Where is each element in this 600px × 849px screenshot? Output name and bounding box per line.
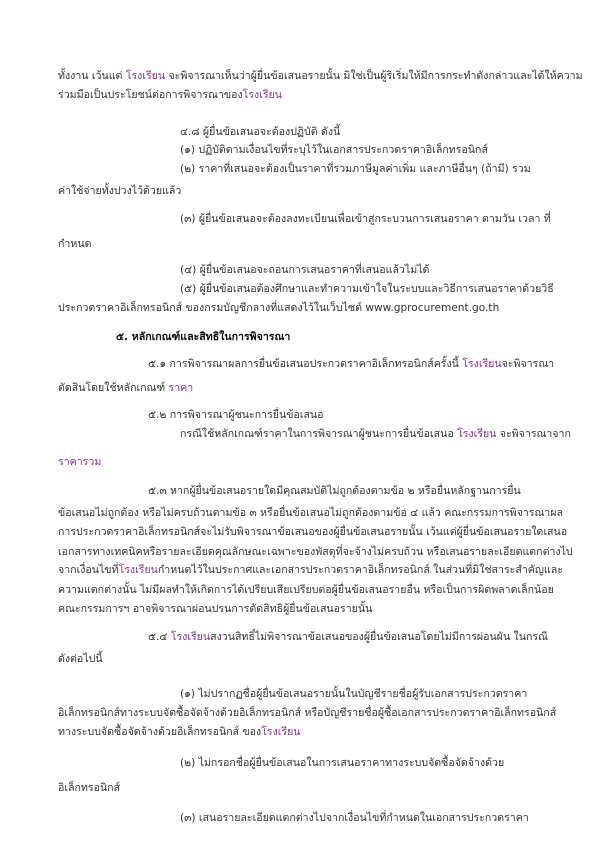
highlighted-term: โรงเรียน <box>462 358 502 370</box>
text-run: ร่วมมือเป็นประโยชน์ต่อการพิจารณาของ <box>58 89 243 101</box>
text-line <box>180 212 551 226</box>
highlighted-term: โรงเรียน <box>170 631 211 643</box>
text-line <box>148 484 521 498</box>
text-line <box>180 125 340 139</box>
text-line <box>180 756 504 770</box>
text-run: ๕.๓ หากผู้ยื่นข้อเสนอรายใดมีคุณสมบัติไม่ถูกต้องตามข้อ ๒ หรือยื่นหลักฐานการยื่น <box>148 485 521 497</box>
text-line <box>116 330 290 344</box>
text-line <box>58 69 583 83</box>
text-run: กำหนด <box>58 238 92 250</box>
text-run: ประกวดราคาอิเล็กทรอนิกส์ ของกรมบัญชีกลางที่แสดงไว้ในเว็บไซต์ www.gprocurement.go.th <box>58 302 500 314</box>
text-line <box>180 811 529 825</box>
text-line <box>58 545 573 559</box>
text-run: (๕) ผู้ยื่นข้อเสนอต้องศึกษาและทำความเข้าใจในระบบและวิธีการเสนอราคาด้วยวิธี <box>180 283 554 295</box>
text-line <box>58 781 120 795</box>
text-run: เอกสารทางเทคนิคหรือรายละเอียดคุณลักษณะเฉพาะของพัสดุที่จะจ้างไม่ครบถ้วน หรือเสนอรายละเอียดแตกต่างไป <box>58 546 573 558</box>
text-run: จะพิจารณา <box>501 358 555 370</box>
text-line <box>58 652 103 666</box>
text-run: ๔.๘ ผู้ยื่นข้อเสนอจะต้องปฏิบัติ ดังนี้ <box>180 126 341 138</box>
text-line <box>180 162 531 176</box>
text-line <box>180 687 527 701</box>
text-run: (๓) เสนอรายละเอียดแตกต่างไปจากเงื่อนไขที่กำหนดในเอกสารประกวดราคา <box>180 812 529 824</box>
text-run: (๓) ผู้ยื่นข้อเสนอจะต้องลงทะเบียนเพื่อเข้าสู่กระบวนการเสนอราคา ตามวัน เวลา ที่ <box>180 213 551 225</box>
text-run: (๑) ปฏิบัติตามเงื่อนไขที่ระบุไว้ในเอกสารประกวดราคาอิเล็กทรอนิกส์ <box>180 144 488 156</box>
text-run: ๕.๑ การพิจารณาผลการยื่นข้อเสนอประกวดราคาอิเล็กทรอนิกส์ครั้งนี้ <box>148 358 463 370</box>
text-run: อิเล็กทรอนิกส์ <box>58 782 121 794</box>
text-line <box>58 301 499 315</box>
text-line <box>58 88 282 102</box>
text-run: ข้อเสนอไม่ถูกต้อง หรือไม่ครบถ้วนตามข้อ ๓ หรือยื่นข้อเสนอไม่ถูกต้องตามข้อ ๔ แล้ว คณะกรรมการพิจารณาผล <box>58 507 563 519</box>
highlighted-term: โรงเรียน <box>261 726 301 738</box>
text-run: ความแตกต่างนั้น ไม่มีผลทำให้เกิดการได้เปรียบเสียเปรียบต่อผู้ยื่นข้อเสนอรายอื่น หรือเป็นการผิดพลาดเล็กน้อย <box>58 584 554 596</box>
highlighted-term: โรงเรียน <box>242 89 282 101</box>
text-line <box>148 408 324 422</box>
text-run: (๑) ไม่ปรากฏชื่อผู้ยื่นข้อเสนอรายนั้นในบัญชีรายชื่อผู้รับเอกสารประกวดราคา <box>180 688 528 700</box>
text-run: สงวนสิทธิ์ไม่พิจารณาข้อเสนอของผู้ยื่นข้อเสนอโดยไม่มีการผ่อนผัน ในกรณี <box>210 631 548 643</box>
highlighted-term: ราคา <box>168 382 194 394</box>
text-line <box>58 184 181 198</box>
text-run: ๕.๔ <box>148 631 171 643</box>
text-line <box>148 630 548 644</box>
text-line <box>180 427 571 441</box>
text-line <box>58 725 301 739</box>
text-line <box>180 282 554 296</box>
text-run: (๒) ไม่กรอกชื่อผู้ยื่นข้อเสนอในการเสนอราคาทางระบบจัดซื้อจัดจ้างด้วย <box>180 757 505 769</box>
text-run: (๔) ผู้ยื่นข้อเสนอจะถอนการเสนอราคาที่เสนอแล้วไม่ได้ <box>180 264 430 276</box>
text-line <box>148 357 554 371</box>
text-line <box>58 455 101 469</box>
text-line <box>180 143 488 157</box>
section-heading: ๕. หลักเกณฑ์และสิทธิในการพิจารณา <box>116 331 291 343</box>
text-run: (๒) ราคาที่เสนอจะต้องเป็นราคาที่รวมภาษีมูลค่าเพิ่ม และภาษีอื่นๆ (ถ้ามี) รวม <box>180 163 531 175</box>
text-run: คณะกรรมการฯ อาจพิจารณาผ่อนปรนการตัดสิทธิผู้ยื่นข้อเสนอรายนั้น <box>58 603 373 615</box>
text-run: จะพิจารณาเห็นว่าผู้ยื่นข้อเสนอรายนั้น มิใช่เป็นผู้ริเริ่มให้มีการกระทำดังกล่าวและได้ให้ความ <box>165 70 583 82</box>
text-line <box>58 602 372 616</box>
text-run: การประกวดราคาอิเล็กทรอนิกส์จะไม่รับพิจารณาข้อเสนอของผู้ยื่นข้อเสนอรายนั้น เว้นแต่ผู้ยื่นข้อเสนอรายใดเสนอ <box>58 526 568 538</box>
text-run: ๕.๒ การพิจารณาผู้ชนะการยื่นข้อเสนอ <box>148 409 324 421</box>
text-line <box>180 263 429 277</box>
highlighted-term: โรงเรียน <box>457 428 497 440</box>
text-line <box>58 706 556 720</box>
text-line <box>58 506 563 520</box>
text-run: จากเงื่อนไขที่ <box>58 564 119 576</box>
text-line <box>58 525 567 539</box>
text-run: จะพิจารณาจาก <box>496 428 571 440</box>
text-run: ทั้งงาน เว้นแต่ <box>58 70 126 82</box>
text-run: ทางระบบจัดซื้อจัดจ้างด้วยอิเล็กทรอนิกส์ ของ <box>58 726 262 738</box>
text-run: ค่าใช้จ่ายทั้งปวงไว้ด้วยแล้ว <box>58 185 182 197</box>
text-line <box>58 583 554 597</box>
highlighted-term: โรงเรียน <box>118 564 158 576</box>
text-line <box>58 381 193 395</box>
text-run: ตัดสินโดยใช้หลักเกณฑ์ <box>58 382 169 394</box>
text-run: อิเล็กทรอนิกส์ทางระบบจัดซื้อจัดจ้างด้วยอิเล็กทรอนิกส์ หรือบัญชีรายชื่อผู้ซื้อเอกสารประกวดราคาอิเล็กทรอนิกส์ <box>58 707 557 719</box>
highlighted-term: ราคารวม <box>58 456 102 468</box>
text-run: กำหนดไว้ในประกาศและเอกสารประกวดราคาอิเล็กทรอนิกส์ ในส่วนที่มิใช่สาระสำคัญและ <box>157 564 563 576</box>
text-run: ดังต่อไปนี้ <box>58 653 103 665</box>
highlighted-term: โรงเรียน <box>125 70 166 82</box>
text-line <box>58 237 91 251</box>
text-line <box>58 563 563 577</box>
text-run: กรณีใช้หลักเกณฑ์ราคาในการพิจารณาผู้ชนะการยื่นข้อเสนอ <box>180 428 458 440</box>
